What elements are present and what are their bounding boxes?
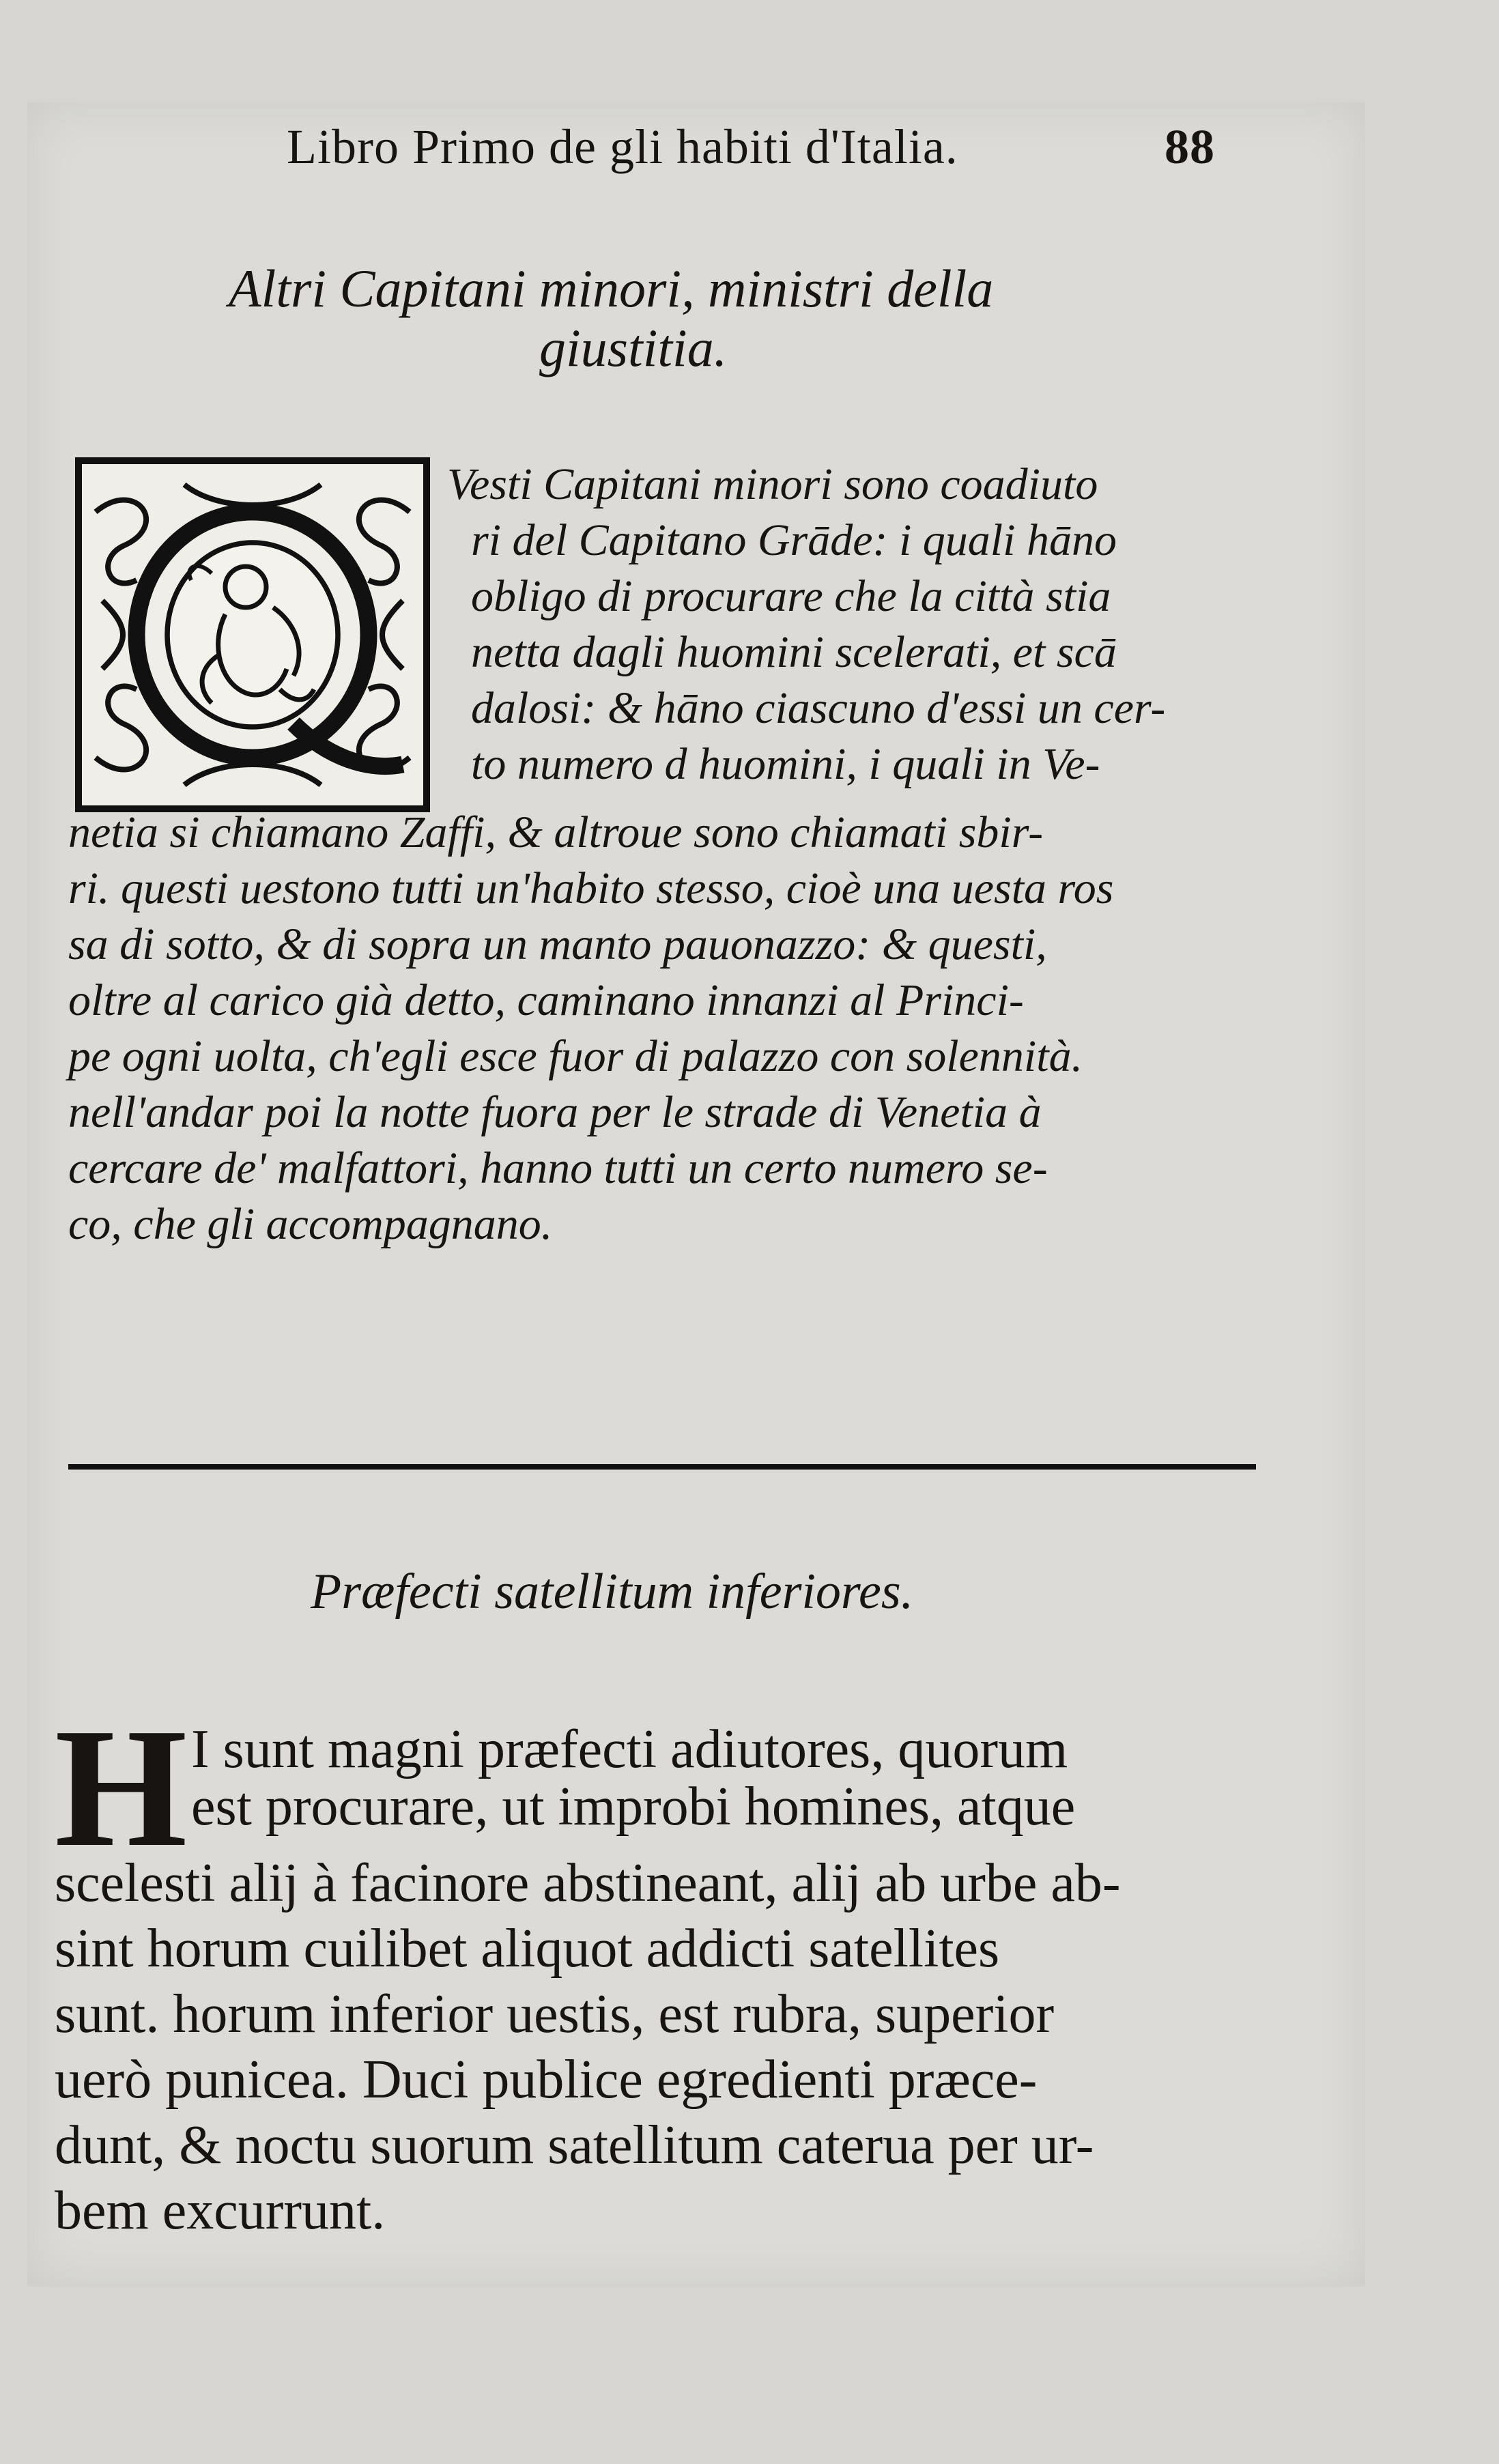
italian-heading-line2: giustitia. <box>539 318 728 377</box>
italian-text-line: co, che gli accompagnano. <box>68 1199 553 1249</box>
italian-text-line: Vesti Capitani minori sono coadiuto <box>447 459 1098 509</box>
italian-text-line: ri del Capitano Grāde: i quali hāno <box>471 515 1117 565</box>
italian-text-line: dalosi: & hāno ciascuno d'essi un cer- <box>471 683 1166 733</box>
italian-text-line: netta dagli huomini scelerati, et scā <box>471 627 1117 677</box>
italian-heading-line1: Altri Capitani minori, ministri della <box>229 259 994 318</box>
italian-text-line: to numero d huomini, i quali in Ve- <box>471 739 1100 789</box>
section-divider <box>68 1464 1256 1470</box>
italian-text-line: nell'andar poi la notte fuora per le strade di Venetia à <box>68 1087 1042 1137</box>
italian-text-line: netia si chiamano Zaffi, & altroue sono chiamati sbir- <box>68 807 1044 857</box>
latin-text-line: dunt, & noctu suorum satellitum caterua per ur- <box>55 2115 1094 2175</box>
latin-text-line: est procurare, ut improbi homines, atque <box>191 1777 1076 1837</box>
latin-text-line: sunt. horum inferior uestis, est rubra, superior <box>55 1984 1055 2044</box>
italian-text-line: obligo di procurare che la città stia <box>471 571 1111 621</box>
initial-letter-h: H <box>55 1693 188 1882</box>
latin-text-line: uerò punicea. Duci publice egredienti præce- <box>55 2050 1038 2110</box>
italian-text-line: oltre al carico già detto, caminano innanzi al Princi- <box>68 975 1024 1025</box>
italian-text-line: sa di sotto, & di sopra un manto pauonazzo: & questi, <box>68 919 1047 969</box>
running-head <box>287 109 1215 184</box>
italian-text-line: pe ogni uolta, ch'egli esce fuor di palazzo con solennità. <box>68 1031 1083 1081</box>
latin-text-line: scelesti alij à facinore abstineant, alij ab urbe ab- <box>55 1853 1121 1913</box>
page-number: 88 <box>1165 119 1215 174</box>
italian-text-line: cercare de' malfattori, hanno tutti un certo numero se- <box>68 1143 1048 1193</box>
latin-text-line: bem excurrunt. <box>55 2181 386 2241</box>
italian-text-line: ri. questi uestono tutti un'habito stesso, cioè una uesta ros <box>68 863 1114 913</box>
ornament-q-icon <box>82 464 423 805</box>
latin-text-line: I sunt magni præfecti adiutores, quorum <box>191 1719 1068 1779</box>
running-head-title: Libro Primo de gli habiti d'Italia. <box>287 119 958 174</box>
ornamental-initial-q <box>75 457 430 812</box>
latin-text-line: sint horum cuilibet aliquot addicti satellites <box>55 1919 1000 1979</box>
latin-heading: Præfecti satellitum inferiores. <box>311 1564 914 1620</box>
